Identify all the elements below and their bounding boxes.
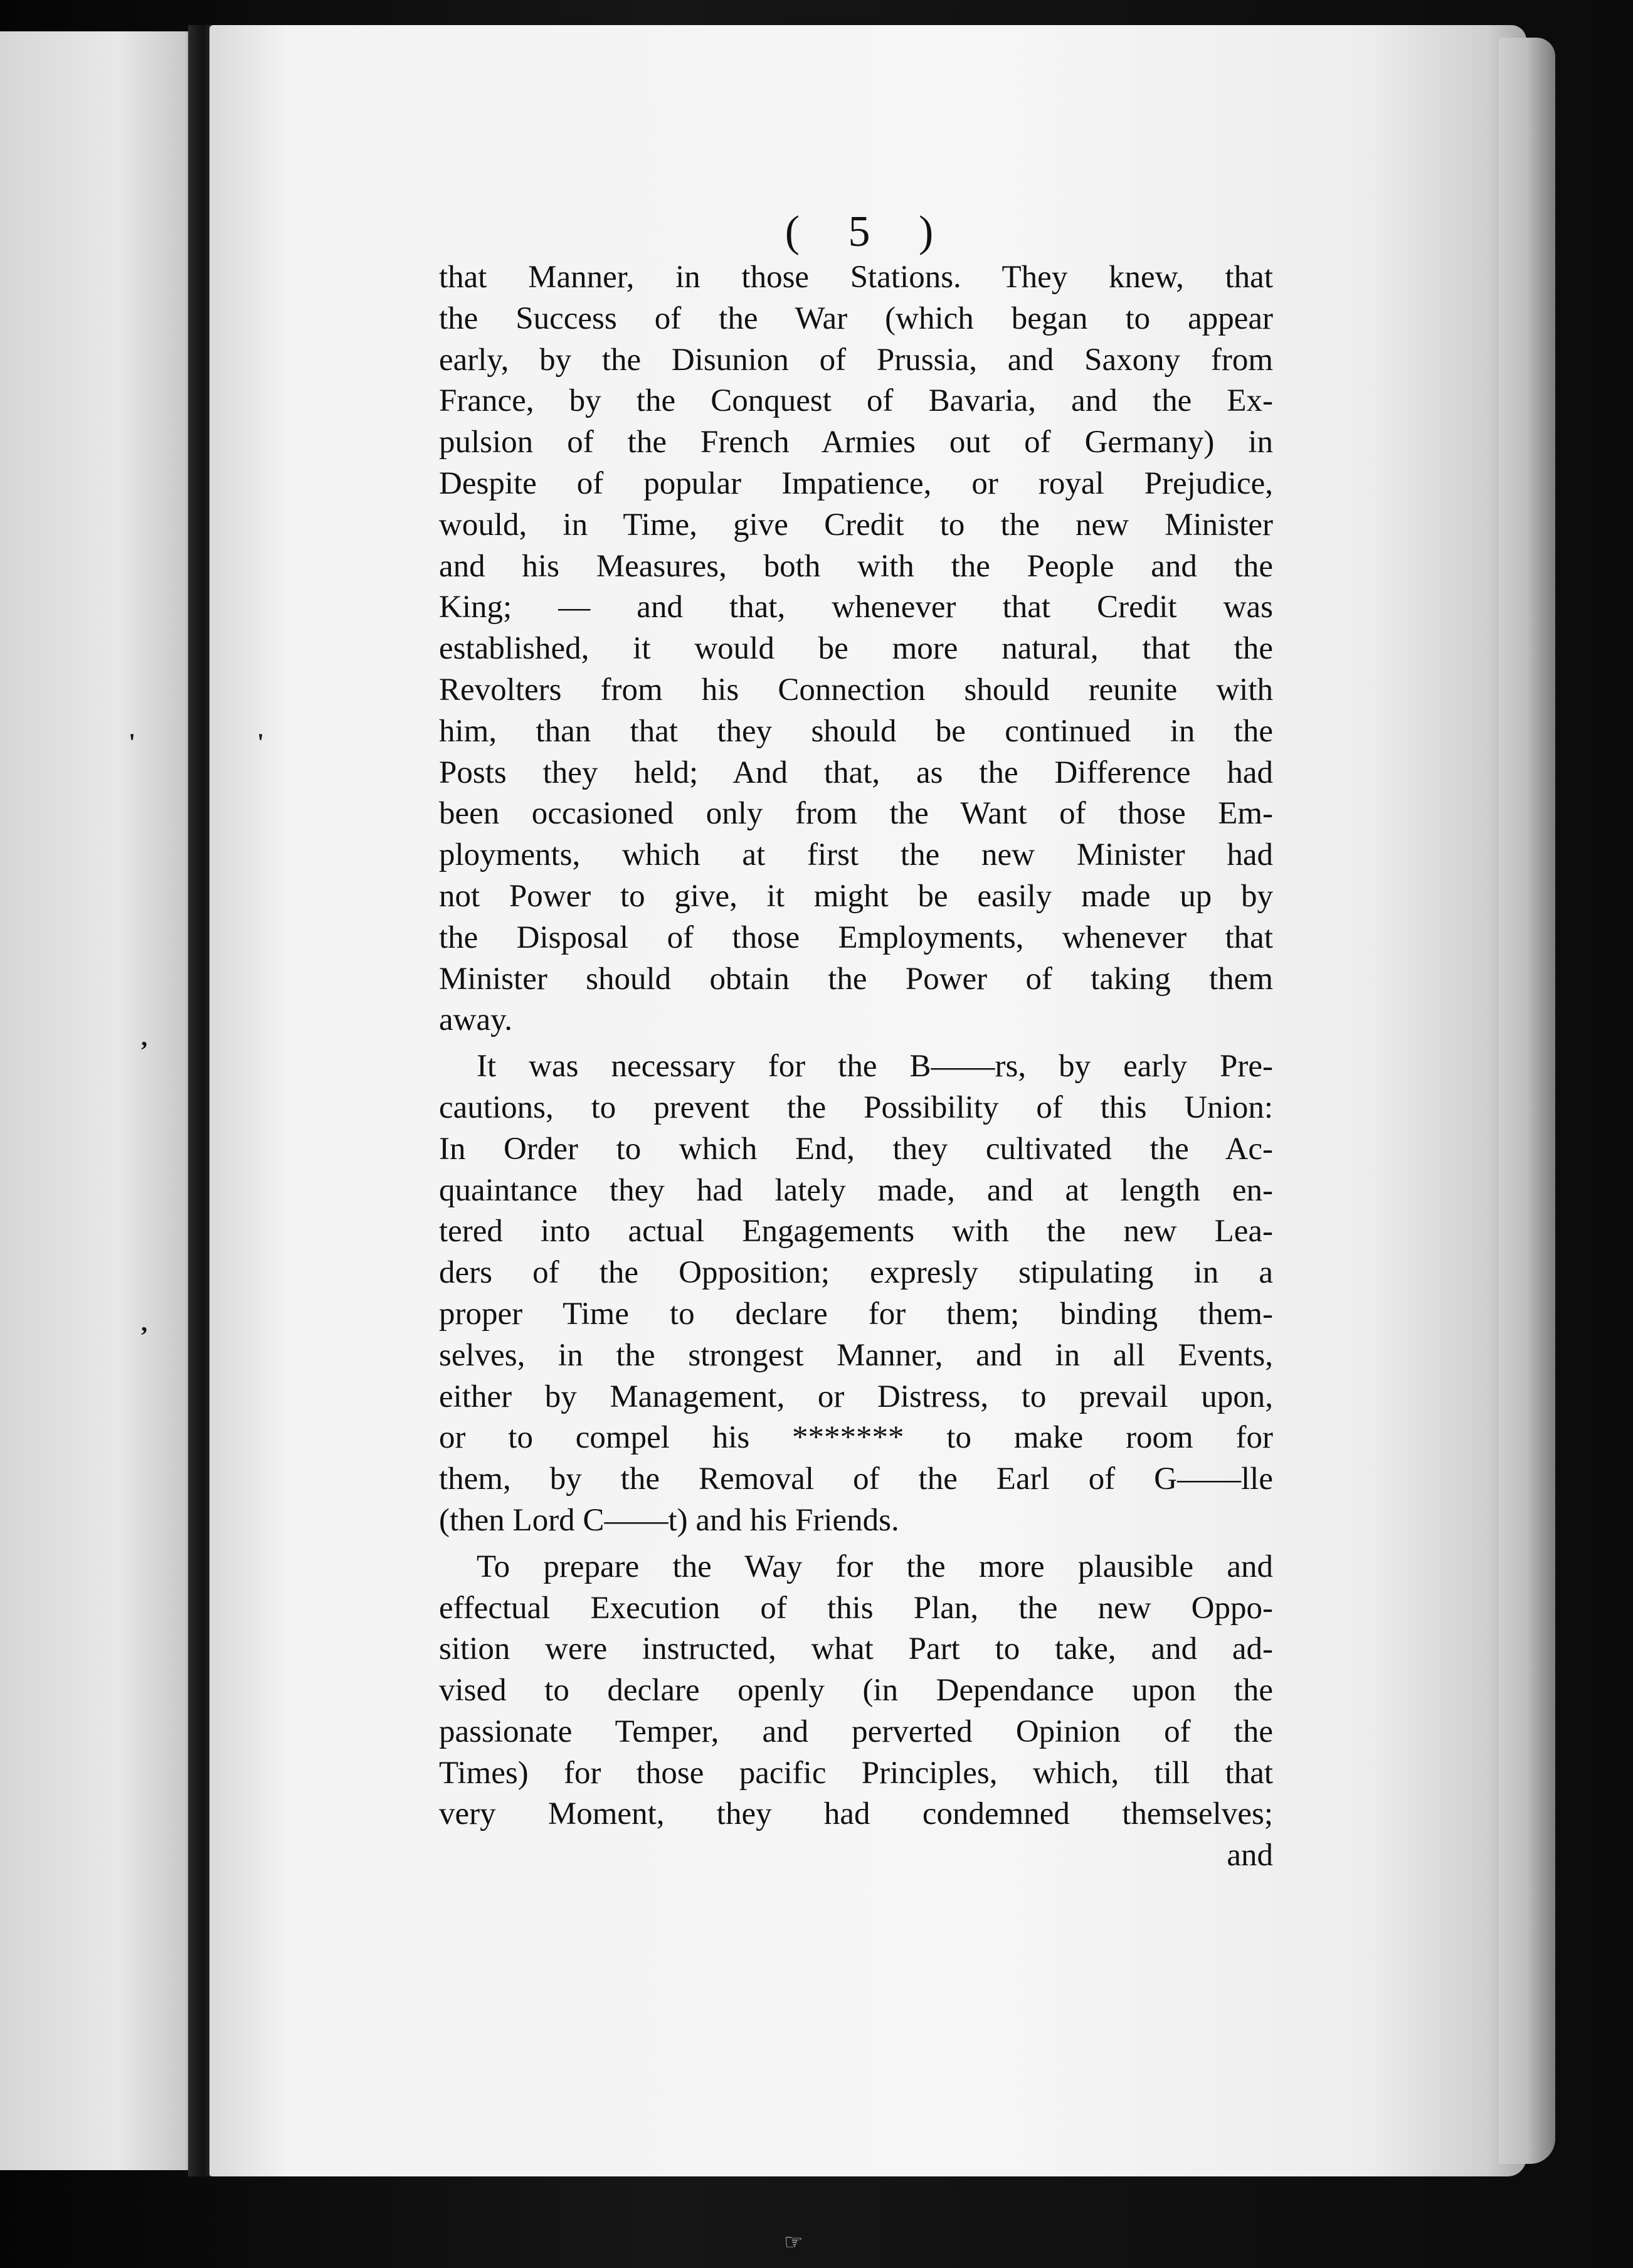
margin-mark: ' — [257, 728, 265, 756]
text-line: sition were instructed, what Part to take, and ad- — [439, 1631, 1273, 1667]
text-line: tered into actual Engagements with the new Lea- — [439, 1214, 1273, 1249]
text-line: France, by the Conquest of Bavaria, and the Ex- — [439, 383, 1273, 419]
margin-mark: ' — [129, 728, 136, 756]
text-line: would, in Time, give Credit to the new Minister — [439, 507, 1273, 543]
text-line: established, it would be more natural, that the — [439, 631, 1273, 667]
text-line: Minister should obtain the Power of taking them — [439, 961, 1273, 997]
text-line: King; — and that, whenever that Credit was — [439, 590, 1273, 625]
text-line: cautions, to prevent the Possibility of this Union: — [439, 1089, 1273, 1125]
text-line: proper Time to declare for them; binding them- — [439, 1296, 1273, 1332]
text-line: the Success of the War (which began to appear — [439, 300, 1273, 336]
page-text — [439, 207, 1273, 1877]
catchword: and — [1227, 1838, 1273, 1873]
text-line: been occasioned only from the Want of those Em- — [439, 796, 1273, 832]
text-line: selves, in the strongest Manner, and in all Events, — [439, 1337, 1273, 1373]
text-line: or to compel his ******* to make room for — [439, 1420, 1273, 1456]
text-line: him, than that they should be continued in the — [439, 713, 1273, 749]
text-line: very Moment, they had condemned themselves; — [439, 1796, 1273, 1832]
text-line: Revolters from his Connection should reunite with — [439, 672, 1273, 707]
text-line: pulsion of the French Armies out of Germany) in — [439, 425, 1273, 460]
text-line: (then Lord C——t) and his Friends. — [439, 1502, 899, 1538]
facing-page-edge — [0, 31, 198, 2170]
text-line: early, by the Disunion of Prussia, and Saxony from — [439, 342, 1273, 378]
text-line: vised to declare openly (in Dependance upon the — [439, 1673, 1273, 1709]
text-line: ders of the Opposition; expresly stipulating in a — [439, 1255, 1273, 1291]
text-line: them, by the Removal of the Earl of G——lle — [439, 1461, 1273, 1497]
text-line: effectual Execution of this Plan, the new Oppo- — [439, 1590, 1273, 1626]
text-line: It was necessary for the B——rs, by early Pre- — [477, 1049, 1273, 1084]
text-line: Times) for those pacific Principles, which, till that — [439, 1755, 1273, 1791]
text-line: not Power to give, it might be easily made up by — [439, 878, 1273, 914]
text-line: Despite of popular Impatience, or royal Prejudice, — [439, 465, 1273, 501]
text-line: that Manner, in those Stations. They knew, that — [439, 260, 1273, 295]
text-line: and his Measures, both with the People and the — [439, 548, 1273, 584]
text-line: In Order to which End, they cultivated the Ac- — [439, 1131, 1273, 1167]
text-line: To prepare the Way for the more plausible and — [477, 1549, 1273, 1584]
margin-mark: , — [141, 1023, 147, 1051]
text-line: Posts they held; And that, as the Difference had — [439, 755, 1273, 790]
text-line: away. — [439, 1002, 513, 1038]
margin-mark: , — [141, 1308, 147, 1337]
page-number: ( 5 ) — [785, 208, 953, 256]
text-line: ployments, which at first the new Minister had — [439, 837, 1273, 873]
page-fore-edge — [1499, 38, 1555, 2164]
scan-footer-mark: ☞ — [784, 2231, 803, 2254]
text-line: quaintance they had lately made, and at length en- — [439, 1172, 1273, 1208]
text-line: passionate Temper, and perverted Opinion of the — [439, 1714, 1273, 1749]
text-line: either by Management, or Distress, to prevail upon, — [439, 1379, 1273, 1414]
text-line: the Disposal of those Employments, whenever that — [439, 919, 1273, 955]
